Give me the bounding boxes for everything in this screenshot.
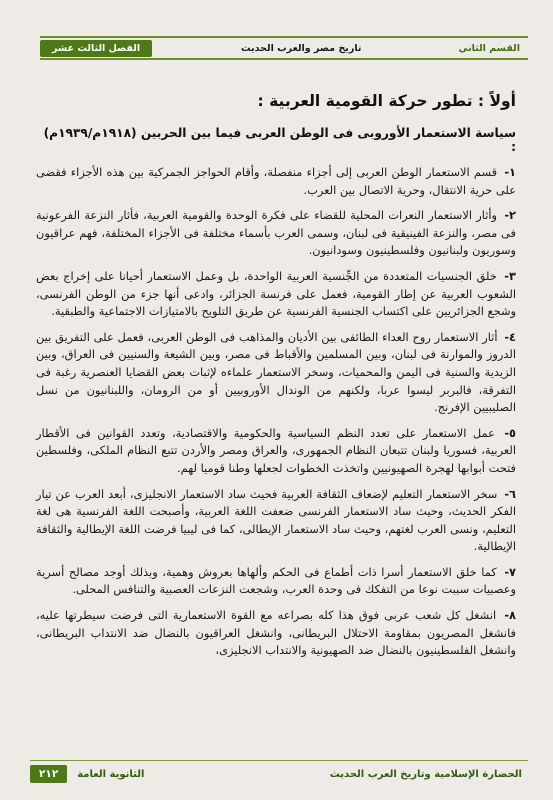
header-part: القسم الثاني (458, 42, 520, 54)
item-text: أثار الاستعمار روح العداء الطائفى بين الأديان والمذاهب فى الوطن العربى، فعمل على التفريق بين الدروز والموارنة فى لبنان، وبين المسلمين والأقباط فى مصر، وبين الشيعة والسنيين فى العراق، وبين الزيدية والسنية فى اليمن والمحميات، وسخر الاستعمار علماءه لإثبات بعض القضايا العنصرية رغبة فى التفرقة، فالبربر ليسوا عربا، ولكنهم من الوندال الأوروبيين أو من الرومان، واللبنانيون من نسل الصليبيين الإفرنج. (36, 329, 516, 415)
sub-title: سياسة الاستعمار الأوروبى فى الوطن العربى فيما بين الحربين (١٩١٨م/١٩٣٩م) : (43, 126, 516, 154)
page-content (36, 92, 516, 660)
item-number: ٨- (504, 608, 516, 623)
section-title: أولاً : تطور حركة القومية العربية : (257, 92, 516, 110)
list-item (36, 207, 516, 260)
list-item (36, 268, 516, 321)
item-text: سخر الاستعمار التعليم لإضعاف الثقافة العربية فحيث ساد الاستعمار الانجليزى، أبعد العرب عن تيار الفكر الحديث، وحيث ساد الاستعمار الفرنسى ضعفت اللغة العربية، وأصبحت اللغة الفرنسية هى لغة التعليم، ونسى العرب لغتهم، وحيث ساد الاستعمار الإيطالى، كما فى ليبيا فرضت اللغة الإيطالية والثقافة الإيطالية. (36, 486, 516, 554)
item-number: ٢- (504, 208, 516, 223)
page-footer (30, 760, 528, 787)
list-item (36, 607, 516, 660)
page-number: ٢١٢ (30, 765, 67, 783)
item-number: ٤- (504, 329, 516, 344)
footer-grade-level: الثانوية العامة (77, 768, 145, 780)
list-item (36, 486, 516, 556)
header-subject: تاريخ مصر والعرب الحديث (241, 42, 362, 54)
item-text: كما خلق الاستعمار أسرا ذات أطماع فى الحكم وألهاها بعروش وهمية، وبذلك أوجد مصالح أسرية وعصبيات سببت نوعا من التفكك فى وحدة العرب، وشجعت النزعات العصبية والتنافس المحلى. (36, 564, 516, 597)
item-number: ٧- (504, 564, 516, 579)
item-text: خلق الجنسيات المتعددة من الجِّنسية العربية الواحدة، بل وعمل الاستعمار أحيانا على إخراج بعض الشعوب العربية عن إطار القومية، فعمل على فرنسة الجزائر، وادعى أنها جزء من الوطن الفرنسى، وشجع الجزائريين على اكتساب الجنسية الفرنسية عن طريق التلويح بالامتيازات الاجتماعية والطبقية. (36, 268, 516, 319)
list-item (36, 425, 516, 478)
page-header (40, 36, 528, 60)
item-number: ١- (504, 165, 516, 179)
header-chapter-badge: الفصل الثالث عشر (40, 40, 152, 57)
item-number: ٣- (504, 268, 516, 283)
item-text: قسم الاستعمار الوطن العربى إلى أجزاء منفصلة، وأقام الحواجز الجمركية بين هذه الأجزاء فقضى على حرية الانتقال، وحرية الاتصال بين العرب. (36, 165, 516, 197)
footer-book-title: الحضارة الإسلامية وتاريخ العرب الحديث (329, 768, 522, 780)
item-text: انشغل كل شعب عربى فوق هذا كله بصراعه مع القوة الاستعمارية التى فرضت سيطرتها عليه، فانشغل المصريون بمقاومة الاحتلال البريطانى، وانشغل العراقيون بالنضال ضد الانتداب البريطانى، وانشغل الفلسطينيون بالنضال ضد الصهيونية والانتداب الانجليزى، (36, 608, 516, 658)
item-number: ٥- (504, 425, 516, 440)
list-item (36, 164, 516, 199)
item-text: وأثار الاستعمار النعرات المحلية للقضاء على فكرة الوحدة والقومية العربية، فأثار النزعة الفرعونية فى مصر، والنزعة الفينيقية فى لبنان، وسمى العرب بأسماء مختلفة فى الأجزاء المختلفة، فهم عراقيون وسوريون ولبنانيون وفلسطينيون وسودانيون. (36, 208, 516, 258)
list-item (36, 564, 516, 599)
item-text: عمل الاستعمار على تعدد النظم السياسية والحكومية والاقتصادية، وتعدد القوانين فى الأقطار العربية، فسوريا ولبنان تتبعان النظام الجمهورى، والعراق ومصر والأردن تتبع النظام الملكى، وفلسطين فتحت أبوابها لهجرة الصهيونيين واتخذت الخطوات لجعلها وطنا قوميا لهم. (36, 425, 516, 475)
list-item (36, 329, 516, 417)
item-number: ٦- (504, 486, 516, 501)
